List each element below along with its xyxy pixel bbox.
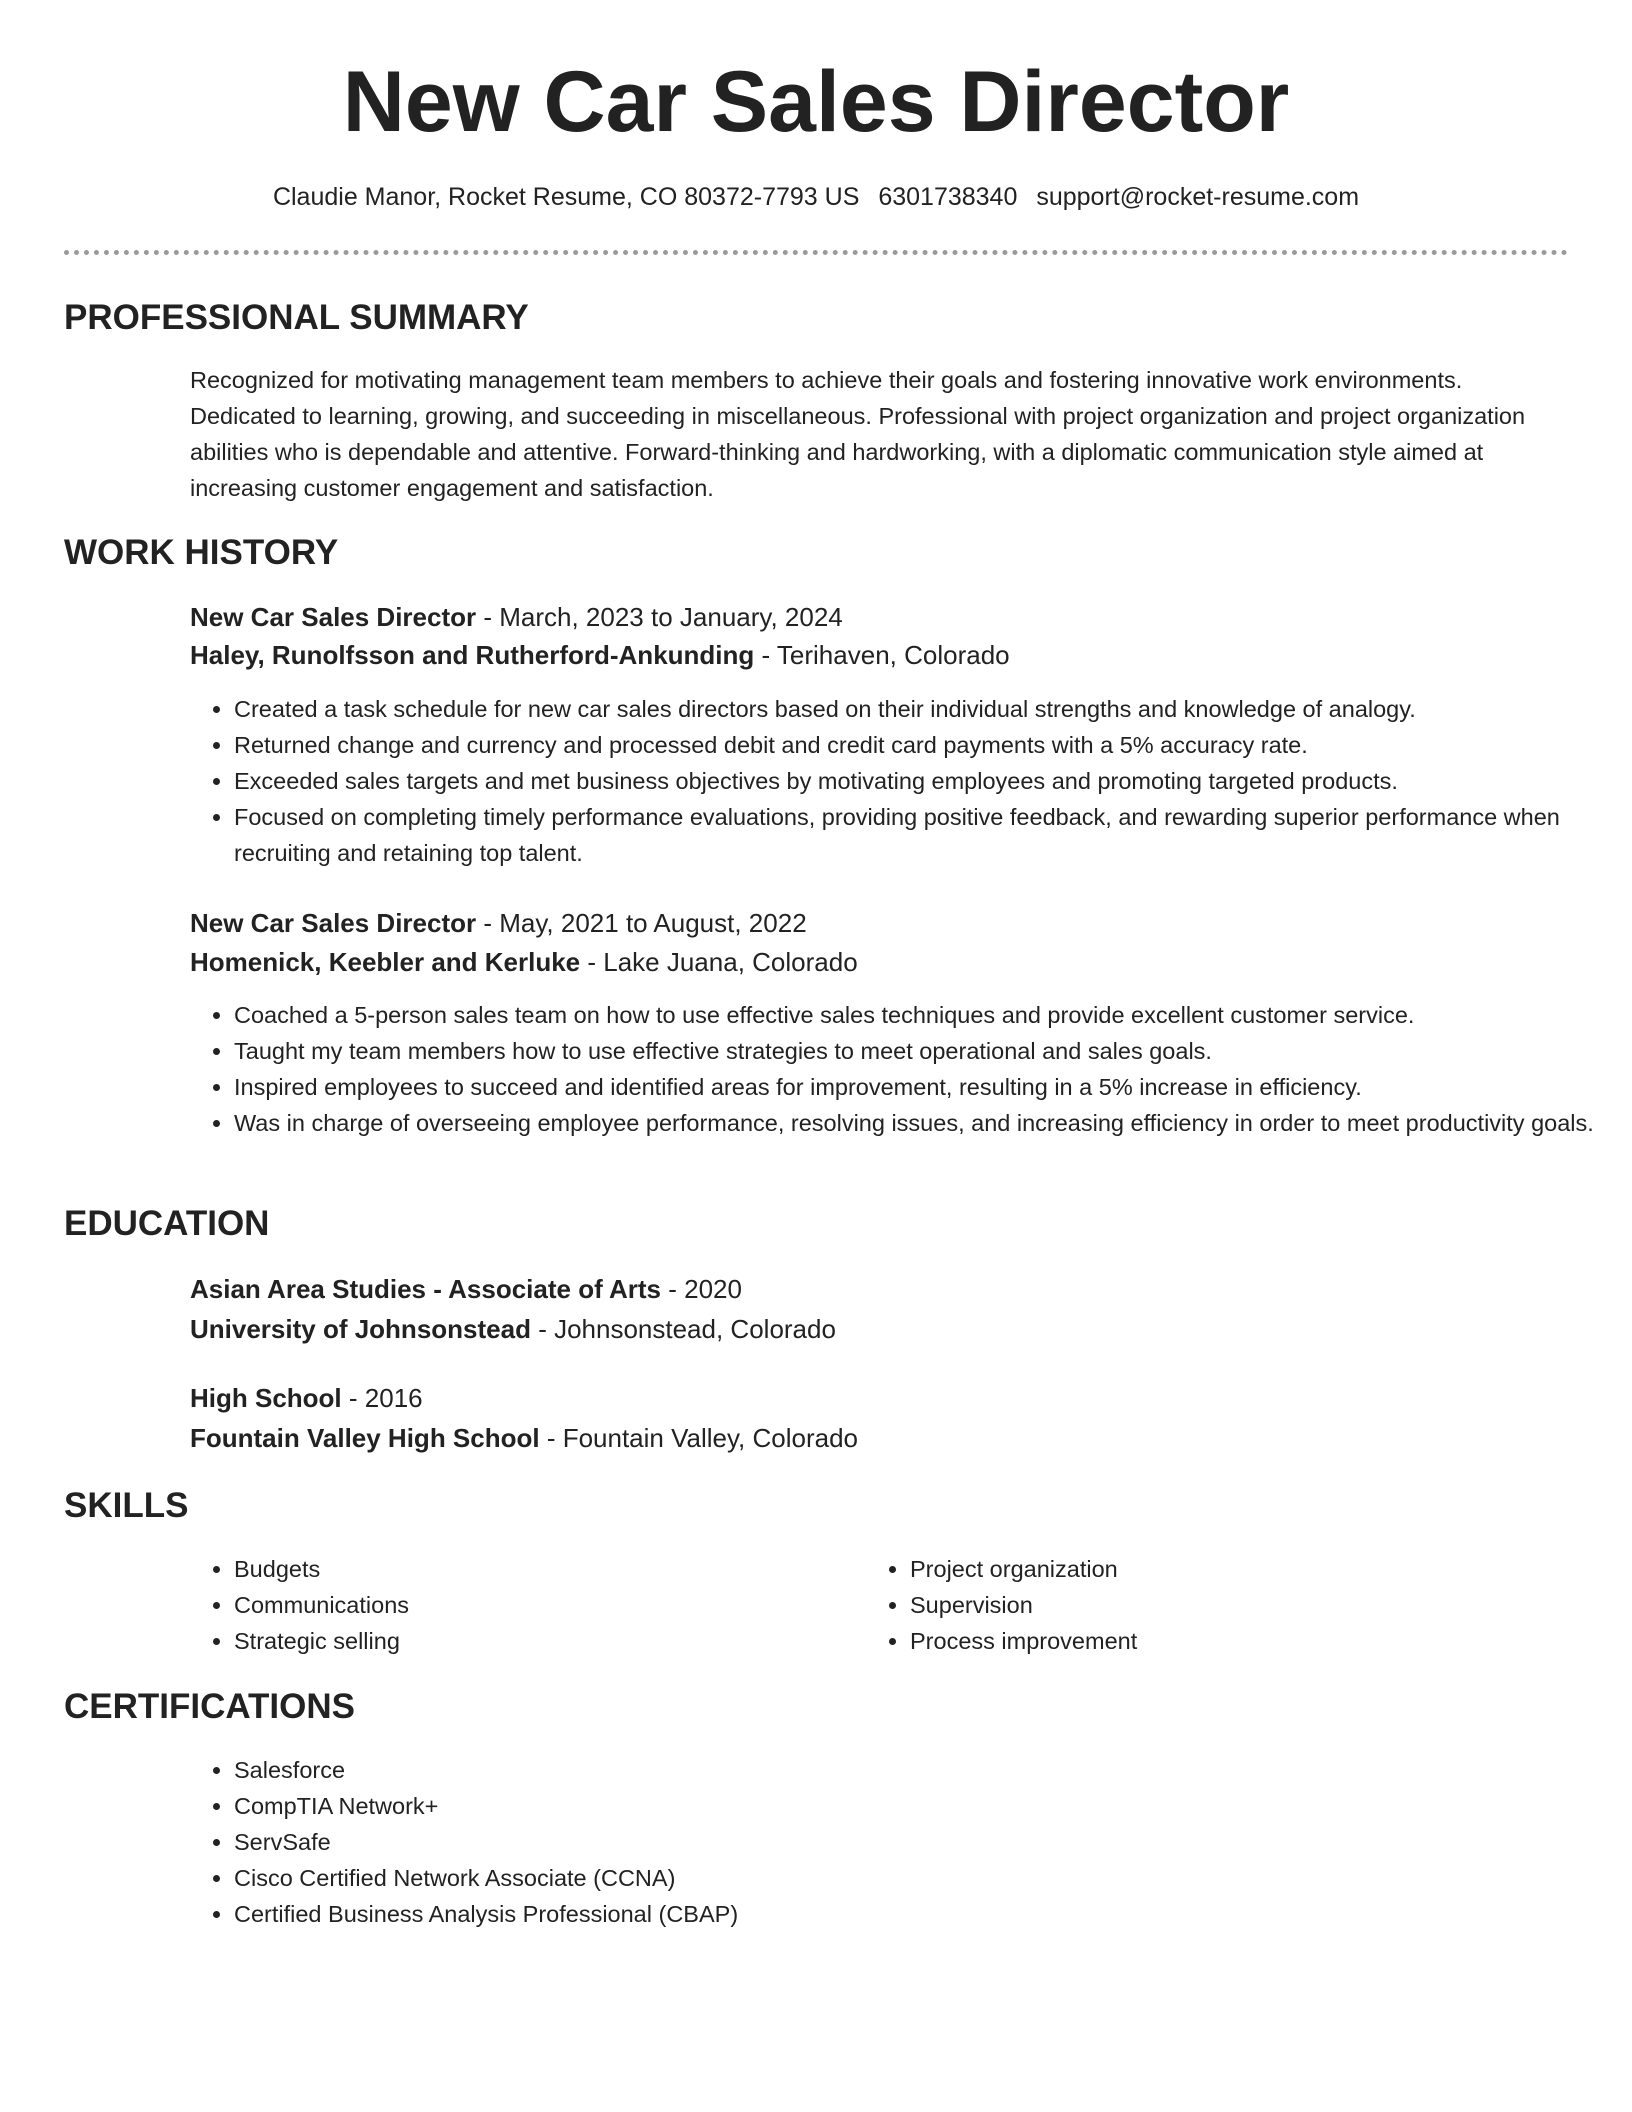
list-item: • Created a task schedule for new car sales directors based on their individual strengths and knowledge of analogy. (234, 691, 1614, 727)
education-2-school: Fountain Valley High School (190, 1423, 540, 1453)
list-item: • Exceeded sales targets and met business objectives by motivating employees and promoting targeted products. (234, 763, 1614, 799)
list-item: • Returned change and currency and processed debit and credit card payments with a 5% accuracy rate. (234, 727, 1614, 763)
job-2-company-line (190, 944, 858, 980)
list-item: • Taught my team members how to use effective strategies to meet operational and sales goals. (234, 1033, 1614, 1069)
job-2-title: New Car Sales Director (190, 908, 477, 938)
list-item: • Budgets (234, 1551, 854, 1587)
job-1-company: Haley, Runolfsson and Rutherford-Ankunding (190, 640, 755, 670)
header-divider (64, 250, 1568, 255)
list-item: • Coached a 5-person sales team on how to use effective sales techniques and provide excellent customer service. (234, 997, 1614, 1033)
education-1-degree-line (190, 1271, 742, 1307)
list-item: • Focused on completing timely performance evaluations, providing positive feedback, and rewarding superior performance when recruiting and retaining top talent. (234, 799, 1614, 871)
job-1-title-line (190, 599, 843, 635)
job-2-location: - Lake Juana, Colorado (580, 947, 858, 977)
section-title-skills: SKILLS (64, 1486, 189, 1525)
list-item: • ServSafe (234, 1824, 1614, 1860)
list-item: • Certified Business Analysis Professional (CBAP) (234, 1896, 1614, 1932)
section-title-education: EDUCATION (64, 1204, 270, 1243)
summary-text: Recognized for motivating management team members to achieve their goals and fostering innovative work environments. Dedicated to learning, growing, and succeeding in miscellaneous. Professional with project organization and project organization abilities who is dependable and attentive. Forward-thinking and hardworking, with a diplomatic communication style aimed at increasing customer engagement and satisfaction. (190, 367, 1526, 501)
contact-line (0, 180, 1632, 214)
education-1-location: - Johnsonstead, Colorado (530, 1314, 836, 1344)
certifications-list (190, 1752, 1614, 1932)
section-title-work-history: WORK HISTORY (64, 533, 339, 572)
education-1-school: University of Johnsonstead (190, 1314, 531, 1344)
list-item: • Strategic selling (234, 1623, 854, 1659)
education-2-school-line (190, 1420, 858, 1456)
contact-phone: 6301738340 (878, 183, 1018, 211)
education-2-location: - Fountain Valley, Colorado (539, 1423, 859, 1453)
list-item: • Supervision (910, 1587, 1530, 1623)
job-1-location: - Terihaven, Colorado (754, 640, 1010, 670)
education-1-school-line (190, 1311, 836, 1347)
section-title-certifications: CERTIFICATIONS (64, 1687, 356, 1726)
list-item: • Salesforce (234, 1752, 1614, 1788)
list-item: • CompTIA Network+ (234, 1788, 1614, 1824)
job-1-bullets (190, 691, 1614, 871)
education-1-year: - 2020 (661, 1274, 742, 1304)
list-item: • Inspired employees to succeed and identified areas for improvement, resulting in a 5% increase in efficiency. (234, 1069, 1614, 1105)
list-item: • Process improvement (910, 1623, 1530, 1659)
education-2-degree-line (190, 1380, 423, 1416)
list-item: • Was in charge of overseeing employee performance, resolving issues, and increasing efficiency in order to meet productivity goals. (234, 1105, 1614, 1141)
education-1-degree: Asian Area Studies - Associate of Arts (190, 1274, 662, 1304)
job-1-title: New Car Sales Director (190, 602, 477, 632)
skills-list-right (866, 1551, 1530, 1659)
job-1-company-line (190, 637, 1010, 673)
education-2-year: - 2016 (341, 1383, 423, 1413)
job-2-dates: - May, 2021 to August, 2022 (476, 908, 807, 938)
list-item: • Project organization (910, 1551, 1530, 1587)
contact-address: Claudie Manor, Rocket Resume, CO 80372-7793 US (272, 183, 860, 211)
resume-title: New Car Sales Director (342, 54, 1290, 150)
list-item: • Cisco Certified Network Associate (CCNA) (234, 1860, 1614, 1896)
education-2-degree: High School (190, 1383, 342, 1413)
job-1-dates: - March, 2023 to January, 2024 (476, 602, 843, 632)
skills-list-left (190, 1551, 854, 1659)
job-2-title-line (190, 905, 807, 941)
job-2-company: Homenick, Keebler and Kerluke (190, 947, 581, 977)
job-2-bullets (190, 997, 1614, 1141)
section-title-summary: PROFESSIONAL SUMMARY (64, 298, 529, 337)
list-item: • Communications (234, 1587, 854, 1623)
contact-email: support@rocket-resume.com (1036, 183, 1360, 211)
